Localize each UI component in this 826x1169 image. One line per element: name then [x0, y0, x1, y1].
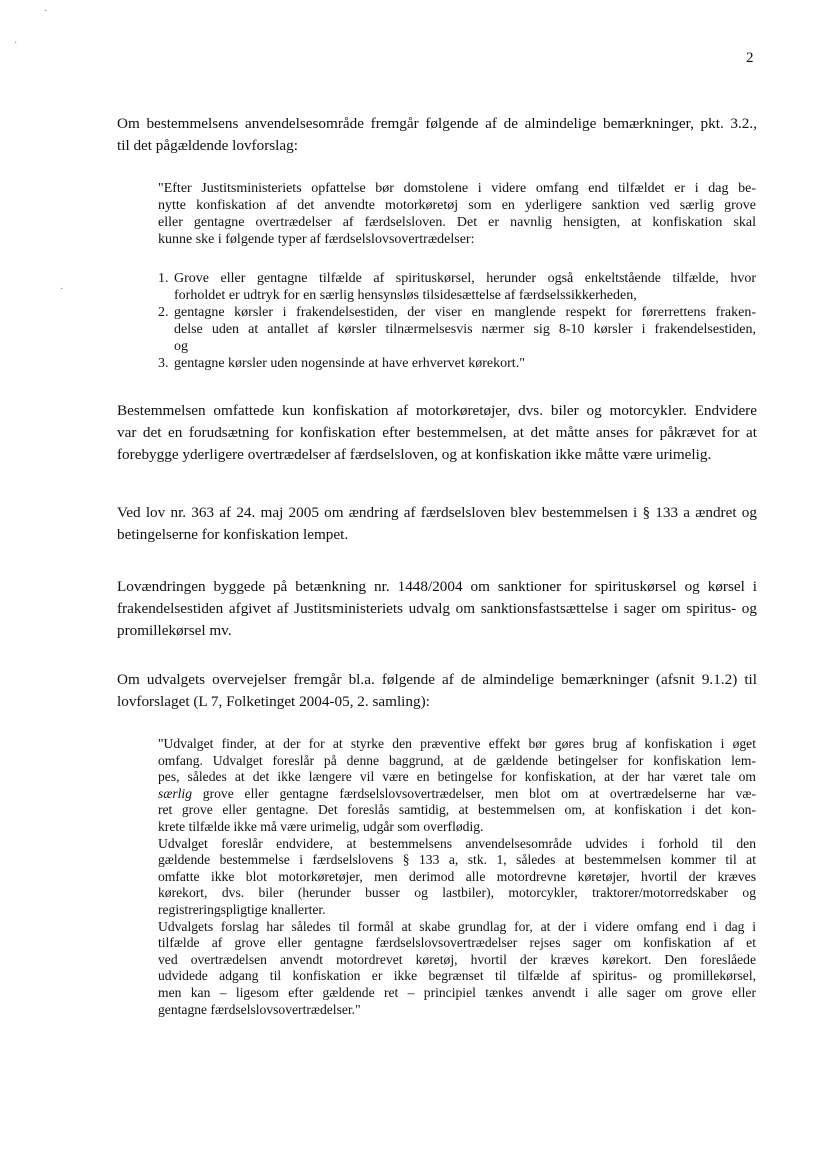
list-number: 2.	[158, 305, 169, 320]
text-line: delse uden at antallet af kørsler tilnærmelsesvis nærmer sig 8-10 kørsler i frakendelsestiden,	[174, 322, 756, 337]
paragraph-scope-intro	[117, 113, 757, 157]
text-line: gentagne kørsler uden nogensinde at have erhvervet kørekort."	[174, 356, 525, 371]
text-line: omfatte ikke blot motorkøretøjer, men derimod alle motordrevne køretøjer, hvortil der kræves	[158, 868, 756, 884]
scan-speck-mark: ·	[60, 284, 64, 295]
text-line: "Efter Justitsministeriets opfattelse bør domstolene i videre omfang end tilfældet er i dag be-	[158, 181, 756, 196]
text-line: udvidede adgang til konfiskation er ikke begrænset til tilfælde af spiritus- og promillekørsel,	[158, 968, 756, 984]
text-line: promillekørsel mv.	[117, 622, 232, 639]
text-line: betingelserne for konfiskation lempet.	[117, 526, 349, 543]
text-line: kunne ske i følgende typer af færdselslovsovertrædelser:	[158, 232, 475, 247]
text-line: gældende bestemmelse i færdselslovens § 133 a, stk. 1, således at bestemmelsen kommer til at	[158, 852, 756, 868]
emphasis-text: særlig	[158, 785, 192, 801]
scan-speck-mark: ·	[44, 6, 48, 17]
text-line: omfang. Udvalget foreslår på denne baggrund, at de gældende betingelser for konfiskation lem-	[158, 752, 756, 768]
text-line: Bestemmelsen omfattede kun konfiskation af motorkøretøjer, dvs. biler og motorcykler. Endvidere	[117, 402, 757, 419]
text-line: var det en forudsætning for konfiskation efter bestemmelsen, at det måtte anses for påkrævet for at	[117, 424, 757, 441]
text-line: men kan – ligesom efter gældende ret – principiel tænkes anvendt i alle sager om grove eller	[158, 984, 756, 1000]
paragraph-report-basis	[117, 576, 757, 642]
violation-types-list	[158, 270, 756, 372]
text-line-rest: grove eller gentagne færdselslovsovertrædelser, men blot om at overtrædelserne har væ-	[192, 785, 756, 801]
list-item	[158, 304, 756, 355]
text-line: gentagne kørsler i frakendelsestiden, der viser en manglende respekt for førerrettens fraken-	[174, 305, 756, 320]
text-line: tilfælde af grove eller gentagne færdselslovsovertrædelser rejses sager om konfiskation af et	[158, 935, 756, 951]
text-line: Om udvalgets overvejelser fremgår bl.a. følgende af de almindelige bemærkninger (afsnit 9.1.2) til	[117, 671, 757, 688]
text-line: Om bestemmelsens anvendelsesområde fremgår følgende af de almindelige bemærkninger, pkt. 3.2.,	[117, 115, 757, 132]
scan-speck-mark: ·	[14, 38, 18, 49]
text-line: "Udvalget finder, at der for at styrke den præventive effekt bør gøres brug af konfiskation i øget	[158, 736, 756, 751]
text-line: Udvalgets forslag har således til formål at skabe grundlag for, at der i videre omfang end i dag i	[158, 918, 756, 934]
text-line: Lovændringen byggede på betænkning nr. 1448/2004 om sanktioner for spirituskørsel og kørsel i	[117, 578, 757, 595]
text-line: frakendelsestiden afgivet af Justitsministeriets udvalg om sanktionsfastsættelse i sager om spiritus- og	[117, 600, 757, 617]
text-line: Udvalget foreslår endvidere, at bestemmelsens anvendelsesområde udvides i forhold til den	[158, 835, 756, 851]
text-line: krete tilfælde ikke må være urimelig, udgår som overflødig.	[158, 818, 484, 834]
list-item	[158, 270, 756, 304]
list-number: 1.	[158, 271, 169, 286]
text-line: lovforslaget (L 7, Folketinget 2004-05, 2. samling):	[117, 693, 430, 710]
text-line: Ved lov nr. 363 af 24. maj 2005 om ændring af færdselsloven blev bestemmelsen i § 133 a ændret og	[117, 504, 757, 521]
text-line: forholdet er udtryk for en særlig hensynsløs tilsidesættelse af færdselssikkerheden,	[174, 288, 637, 303]
page-number: 2	[746, 50, 754, 66]
text-line: ret grove eller gentagne. Det foreslås samtidig, at bestemmelsen om, at konfiskation i det kon-	[158, 802, 756, 818]
list-number: 3.	[158, 356, 169, 371]
text-line: ved overtrædelsen anvendt motordrevet køretøj, hvortil der kræves kørekort. Den foreslåede	[158, 951, 756, 967]
quote-justice-ministry	[158, 180, 756, 248]
list-item	[158, 355, 756, 372]
text-line: kørekort, dvs. biler (herunder busser og lastbiler), motorcykler, traktorer/motorredskaber og	[158, 885, 756, 901]
text-line: forebygge yderligere overtrædelser af færdselsloven, og at konfiskation ikke måtte være urimelig.	[117, 446, 712, 463]
text-line-with-emphasis	[158, 786, 756, 803]
text-line: gentagne færdselslovsovertrædelser."	[158, 1001, 361, 1017]
text-line: til det pågældende lovforslag:	[117, 137, 298, 154]
paragraph-scope-limits	[117, 400, 757, 466]
text-line: nytte konfiskation af det anvendte motorkøretøj som en yderligere sanktion ved særlig grove	[158, 198, 756, 213]
text-line: og	[174, 339, 188, 354]
text-line: Grove eller gentagne tilfælde af spirituskørsel, herunder også enkeltstående tilfælde, hvor	[174, 271, 756, 286]
paragraph-law-amendment	[117, 502, 757, 546]
paragraph-committee-intro	[117, 669, 757, 713]
text-line: pes, således at det ikke længere vil være en betingelse for konfiskation, at der har været tale om	[158, 769, 756, 785]
text-line: registreringspligtige knallerter.	[158, 901, 326, 917]
quote-committee	[158, 736, 756, 1018]
text-line: eller gentagne overtrædelser af færdselsloven. Det er navnlig hensigten, at konfiskation skal	[158, 215, 756, 230]
